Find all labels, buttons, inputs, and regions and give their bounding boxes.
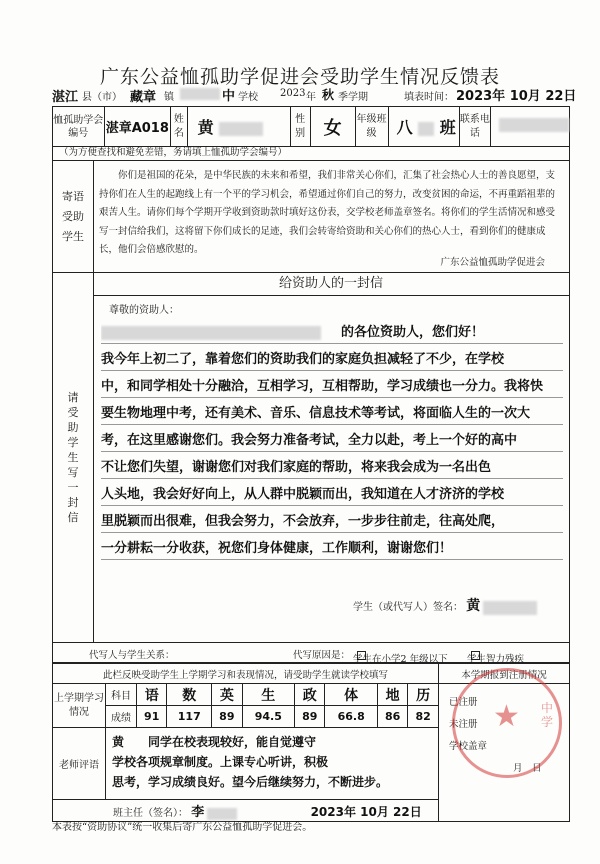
opt1-label: 学生在小学2 年级以下: [353, 654, 448, 665]
score-cell: 94.5: [242, 706, 294, 728]
town-value: 藏章: [130, 90, 157, 105]
register-month: 月: [513, 763, 523, 774]
message-text: 你们是祖国的花朵，是中华民族的未来和希望，我们非常关心你们，汇集了社会热心人士的善良愿望，支持你们在人生的起跑线上有一个平的学习机会，希望通过你们自己的努力，改变贫困的命运，不再重蹈祖辈的艰苦人生。请你们每个学期开学收到资助款时填好这份表，交学校老师盖章签名。将你们的学生活情况和感受写一封信给我们，这将留下你们成长的足迹，我们会转寄给资助和关心你们的热心人士，看到你们的健康成长，他们会倍感欣慰的。: [99, 170, 556, 255]
score-label: 成绩: [106, 706, 137, 728]
message-signature: 广东公益恤孤助学促进会: [440, 257, 545, 268]
star-icon: ★: [493, 699, 520, 734]
student-info-table: [52, 106, 570, 147]
letter-line-text: 的各位资助人，您们好！: [341, 325, 485, 340]
letter-line: 里脱颖而出很难，但我会努力，不会放弃，一步步往前走，往高处爬，: [101, 506, 563, 533]
fill-date-label: 填表时间：: [404, 92, 454, 103]
phone-label: 联系电话: [459, 107, 490, 147]
assoc-value: 湛章A018: [104, 107, 171, 147]
register-header: 本学期报到注册情况: [439, 664, 570, 684]
letter-line: [101, 317, 563, 344]
proxy-reason-label: 代写原因是：: [293, 650, 351, 661]
gender-value: 女: [310, 107, 355, 147]
message-label-text: 寄语受助学生: [62, 189, 84, 243]
letter-heading: 给资助人的一封信: [93, 273, 569, 296]
school-suffix: 学校: [238, 92, 258, 103]
letter-line: 不让您们失望，谢谢您们对我们家庭的帮助，将来我会成为一名出色: [101, 452, 563, 479]
registered-option: 已注册: [449, 697, 478, 708]
year-value: 2023: [280, 88, 306, 99]
score-cell: 91: [137, 706, 167, 728]
letter-lines: [101, 317, 563, 560]
grade-tail: 班: [439, 118, 456, 137]
teacher-label: 班主任（签名）：: [113, 808, 188, 819]
donor-name-redacted: [101, 326, 321, 340]
assoc-label: 恤孤助学会编号: [53, 107, 105, 147]
subject-cell: 生: [242, 684, 294, 706]
school-seal-label: 学校盖章: [449, 741, 488, 752]
phone-redacted: [499, 118, 569, 132]
subject-cell: 英: [212, 684, 242, 706]
subject-cell: 语: [137, 684, 167, 706]
grades-header-note: 此栏反映受助学生上学期学习和表现情况，请受助学生就读学校填写: [53, 664, 439, 684]
phone-value: [491, 107, 570, 147]
subject-cell: 地: [377, 684, 407, 706]
letter-side-label: [53, 273, 94, 642]
not-registered-option: 未注册: [449, 719, 478, 730]
score-cell: 82: [408, 706, 439, 728]
school-tail: 中: [222, 89, 236, 104]
fill-date-value: 2023年 10月 22日: [456, 89, 577, 104]
letter-line: 一分耕耘一分收获，祝您们身体健康，工作顺利，谢谢您们！: [101, 533, 563, 560]
name-value: [187, 107, 290, 147]
score-cell: 66.8: [325, 706, 377, 728]
subject-cell: 体: [325, 684, 377, 706]
gender-label: 性别: [290, 107, 310, 147]
comment-label: 老师评语: [53, 728, 106, 800]
score-cell: 89: [295, 706, 325, 728]
county-suffix: 县（市）: [82, 92, 122, 103]
grade-value: [388, 107, 459, 147]
name-label: 姓名: [171, 107, 188, 147]
proxy-row: [52, 643, 570, 663]
class-redacted: [418, 122, 434, 136]
letter-line: 我今年上初二了，靠着您们的资助我们的家庭负担减轻了不少，在学校: [101, 344, 563, 371]
subject-label: 科目: [106, 684, 137, 706]
student-sig-redacted: [483, 601, 537, 615]
register-day: 日: [532, 763, 542, 774]
school-stamp: [452, 668, 562, 778]
message-section: [52, 161, 570, 273]
season-value: 秋: [322, 88, 335, 102]
teacher-sig: 李: [191, 805, 205, 820]
section-label: 上学期学习情况: [53, 684, 106, 728]
season-suffix: 季学期: [338, 92, 368, 103]
stamp-text: 中学: [541, 701, 554, 729]
score-cell: 117: [167, 706, 212, 728]
footer-note: 本表按“资助协议”统一收集后寄广东公益恤孤助学促进会。: [52, 822, 313, 833]
grade-number: 八: [396, 118, 413, 137]
name-char: 黄: [197, 118, 214, 137]
letter-line: 中，和同学相处十分融洽，互相学习，互相帮助，学习成绩也一分力。我将快: [101, 371, 563, 398]
letter-line: 考，在这里感谢您们。我会努力准备考试，全力以赴，考上一个好的高中: [101, 425, 563, 452]
student-sig-label: 学生（或代写人）签名：: [353, 602, 463, 613]
numbering-note: （为方便查找和避免差错，务请填上恤孤助学会编号）: [52, 146, 570, 161]
message-label: [53, 161, 94, 272]
town-suffix: 镇: [164, 92, 174, 103]
comment-cell: [106, 728, 439, 800]
school-name-redacted: [180, 88, 220, 100]
grade-label: 年级班级: [355, 107, 388, 147]
letter-line: 人头地，我会好好向上，从人群中脱颖而出，我知道在人才济济的学校: [101, 479, 563, 506]
letter-greeting: 尊敬的资助人：: [109, 305, 179, 316]
school-row: [52, 88, 577, 106]
comment-line: 思考，学习成绩良好。望今后继续努力，不断进步。: [112, 775, 389, 789]
form-title: 广东公益恤孤助学促进会受助学生情况反馈表: [99, 66, 500, 88]
letter-side-label-text: 请受助学生写一封信: [67, 391, 79, 524]
name-redacted: [219, 122, 263, 136]
proxy-relation-label: 代写人与学生关系：: [89, 650, 175, 661]
year-suffix: 年: [306, 92, 316, 103]
subject-cell: 历: [408, 684, 439, 706]
score-cell: 89: [212, 706, 242, 728]
comment-line: 学校各项规章制度。上课专心听讲，积极: [112, 755, 329, 769]
student-signature: [353, 595, 537, 615]
opt2-label: 学生智力残疾: [467, 654, 525, 665]
subject-cell: 政: [295, 684, 325, 706]
teacher-date: 2023年 10月 22日: [310, 805, 422, 819]
county-value: 湛江: [52, 90, 79, 105]
subject-cell: 数: [167, 684, 212, 706]
letter-line: 要生物地理中考，还有美术、音乐、信息技术等考试，将面临人生的一次大: [101, 398, 563, 425]
score-cell: 86: [377, 706, 407, 728]
student-sig-value: 黄: [466, 598, 481, 614]
comment-line: 黄 同学在校表现较好，能自觉遵守: [112, 735, 317, 749]
letter-section: [52, 273, 570, 643]
